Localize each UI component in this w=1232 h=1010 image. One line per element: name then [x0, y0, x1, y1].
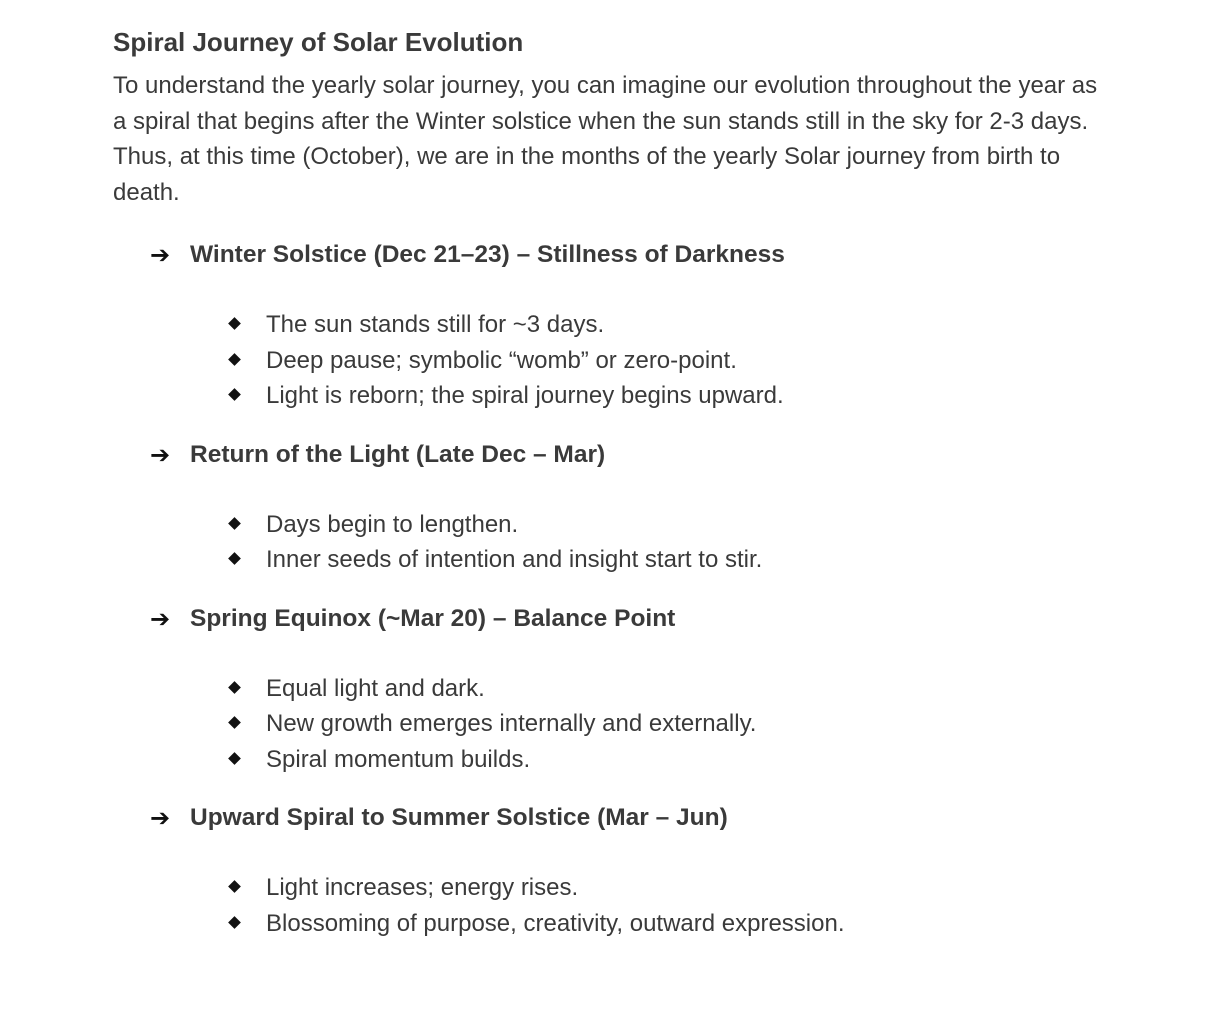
list-item — [113, 542, 1113, 578]
section-spring-equinox — [113, 600, 1113, 778]
section-heading — [113, 236, 1113, 274]
diamond-bullet-icon — [228, 552, 241, 565]
diamond-bullet-icon — [228, 681, 241, 694]
bullet-list — [113, 671, 1113, 778]
diamond-bullet-icon — [228, 517, 241, 530]
list-item-text: Days begin to lengthen. — [266, 510, 519, 538]
diamond-bullet-icon — [228, 317, 241, 330]
list-item — [113, 906, 1113, 942]
diamond-bullet-icon — [228, 716, 241, 729]
section-upward-spiral — [113, 799, 1113, 941]
section-heading — [113, 600, 1113, 638]
right-arrow-icon: ➔ — [150, 604, 171, 633]
list-item-text: Blossoming of purpose, creativity, outward expression. — [266, 909, 845, 937]
section-return-of-light — [113, 436, 1113, 578]
section-heading-text: Spring Equinox (~Mar 20) – Balance Point — [190, 604, 676, 632]
list-item — [113, 307, 1113, 343]
bullet-list — [113, 507, 1113, 578]
list-item — [113, 671, 1113, 707]
bullet-list — [113, 870, 1113, 941]
section-heading-text: Winter Solstice (Dec 21–23) – Stillness of Darkness — [190, 241, 785, 268]
list-item-text: Inner seeds of intention and insight start to stir. — [266, 546, 763, 573]
right-arrow-icon: ➔ — [150, 804, 171, 832]
list-item-text: Spiral momentum builds. — [266, 745, 531, 773]
list-item — [113, 706, 1113, 742]
document — [113, 24, 1113, 963]
list-item-text: Equal light and dark. — [266, 674, 485, 702]
right-arrow-icon: ➔ — [150, 241, 171, 269]
section-winter-solstice — [113, 236, 1113, 414]
diamond-bullet-icon — [228, 353, 241, 366]
bullet-list — [113, 307, 1113, 414]
list-item-text: The sun stands still for ~3 days. — [266, 311, 605, 338]
diamond-bullet-icon — [228, 388, 241, 401]
section-heading — [113, 799, 1113, 837]
section-heading-text: Upward Spiral to Summer Solstice (Mar – Jun) — [190, 804, 728, 831]
list-item-text: Light is reborn; the spiral journey begins upward. — [266, 382, 784, 409]
list-item — [113, 343, 1113, 379]
list-item-text: New growth emerges internally and externally. — [266, 710, 757, 737]
diamond-bullet-icon — [228, 752, 241, 765]
document-intro: To understand the yearly solar journey, you can imagine our evolution throughout the year as a spiral that begins after the Winter solstice when the sun stands still in the sky for 2-3 days. Thus, at this time (October), we are in the months of the yearly Solar journey from birth to death. — [113, 72, 1098, 206]
section-heading-text: Return of the Light (Late Dec – Mar) — [190, 440, 606, 468]
section-list — [113, 236, 1113, 941]
right-arrow-icon: ➔ — [150, 440, 171, 469]
list-item — [113, 507, 1113, 543]
diamond-bullet-icon — [228, 916, 241, 929]
diamond-bullet-icon — [228, 880, 241, 893]
list-item-text: Deep pause; symbolic “womb” or zero-point. — [266, 346, 737, 374]
list-item-text: Light increases; energy rises. — [266, 874, 579, 901]
list-item — [113, 378, 1113, 414]
list-item — [113, 742, 1113, 778]
section-heading — [113, 436, 1113, 474]
document-title: Spiral Journey of Solar Evolution — [113, 27, 524, 57]
list-item — [113, 870, 1113, 906]
